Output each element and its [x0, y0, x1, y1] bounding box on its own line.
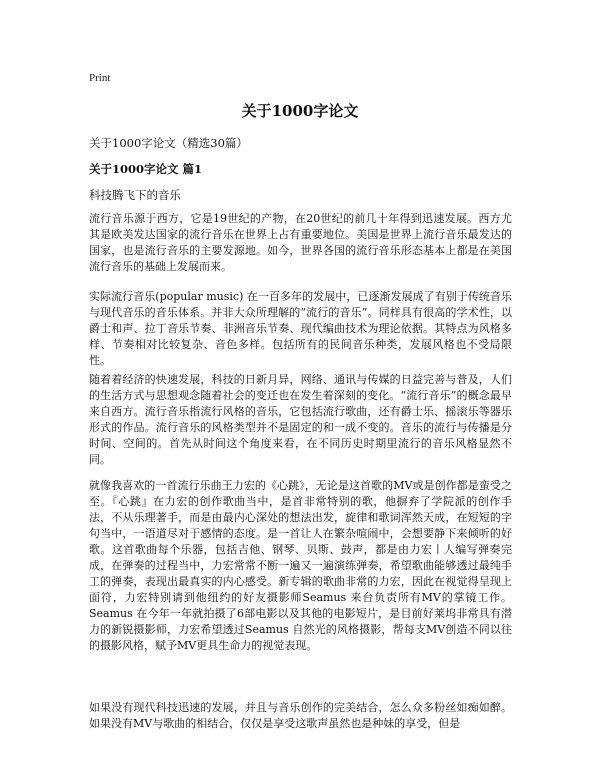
section-heading: 关于1000字论文 篇1 [89, 162, 203, 176]
paragraph: 就像我喜欢的一首流行乐曲王力宏的《心跳》，无论是这首歌的MV或是创作都是蛮受之至。『心跳』在力宏的创作歌曲当中，是首非常特别的歌，他摒弃了学院派的创作手法，不从乐理著手，而是由最内心深处的想法出发，旋律和歌词浑然天成，在短短的字句当中，一语道尽对于感情的态度。是一首让人在繁杂喧闹中，会想要静下来倾听的好歌。这首歌曲每个乐器，包括吉他、钢琴、贝斯、鼓声，都是由力宏丨人编写弹奏完成，在弹奏的过程当中，力宏常常不断一遍又一遍演练弹奏，希望歌曲能够透过最纯手工的弹奏，表现出最真实的内心感受。新专辑的歌曲非常的力宏，因此在视觉得呈现上面符，力宏特别请到他纽约的好友摄影师Seamus 来台负责所有MV的掌镜工作。Seamus 在今年一年就拍摄了6部电影以及其他的电影短片，是目前好莱坞非常具有潜力的新锐摄影师，力宏希望透过Seamus 自然光的风格摄影，帮每支MV创造不同以往的摄影风格，赋予MV更具生命力的视觉表现。 [89, 479, 512, 652]
paragraph: 流行音乐源于西方，它是19世纪的产物，在20世纪的前几十年得到迅速发展。西方尤其是欧美发达国家的流行音乐在世界上占有重要地位。美国是世界上流行音乐最发达的国家，也是流行音乐的主要发源地。如今，世界各国的流行音乐形态基本上都是在美国流行音乐的基础上发展而来。 [89, 212, 512, 273]
print-label: Print [89, 72, 111, 84]
paragraph: 如果没有现代科技迅速的发展，并且与音乐创作的完美结合，怎么众多粉丝如痴如醉。如果没有MV与歌曲的相结合，仅仅是享受这歌声虽然也是种妹的享受，但是 [89, 701, 512, 730]
paragraph: 实际流行音乐(popular music) 在一百多年的发展中，已逐渐发展成了有别于传统音乐与现代音乐的音乐体系。并非大众所理解的“流行的音乐”。同样具有很高的学术性，以爵士和声、拉丁音乐节奏、非洲音乐节奏、现代编曲技术为理论依据。其特点为风格多样、节奏相对比较复杂、音色多样。包括所有的民间音乐种类，发展风格也不受局限性。 [89, 290, 512, 367]
document-subtitle: 关于1000字论文（精选30篇） [89, 136, 248, 150]
page-title: 关于1000字论文 [241, 102, 359, 120]
article-topic: 科技腾飞下的音乐 [89, 188, 181, 202]
paragraph: 随着着经济的快速发展，科技的日新月异，网络、通讯与传媒的日益完善与普及，人们的生活方式与思想观念随着社会的变迁也在发生着深刻的变化。“流行音乐”的概念最早来自西方。流行音乐指流行风格的音乐，它包括流行歌曲，还有爵士乐、摇滚乐等器乐形式的作品。流行音乐的风格类型并不是固定的和一成不变的。音乐的流行与传播是分时间、空间的。首先从时间这个角度来看，在不同历史时期里流行的音乐风格显然不同。 [89, 373, 512, 466]
